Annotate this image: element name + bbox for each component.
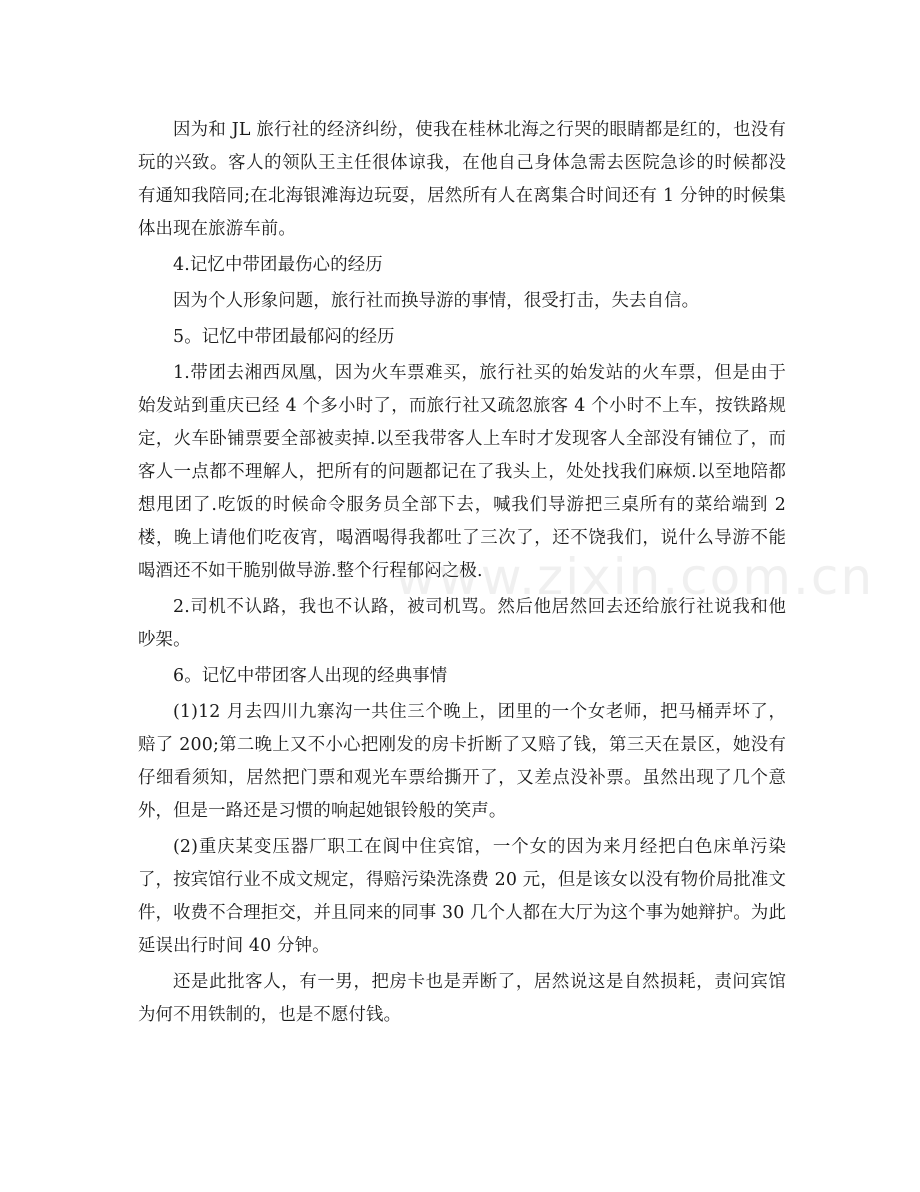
section-heading-6: 6。记忆中带团客人出现的经典事情	[173, 666, 448, 686]
paragraph-section-6-item-3: 还是此批客人，有一男，把房卡也是弄断了，居然说这是自然损耗，责问宾馆为何不用铁制的，也是不愿付钱。	[138, 972, 786, 1025]
paragraph-section-6-item-1: (1)12 月去四川九寨沟一共住三个晚上，团里的一个女老师，把马桶弄坏了，赔了 200;第二晚上又不小心把刚发的房卡折断了又赔了钱，第三天在景区，她没有仔细看须知，居然把门票和观光车票给撕开了，又差点没补票。虽然出现了几个意外，但是一路还是习惯的响起她银铃般的笑声。	[138, 702, 786, 821]
paragraph-section-6-item-2: (2)重庆某变压器厂职工在阆中住宾馆，一个女的因为来月经把白色床单污染了，按宾馆行业不成文规定，得赔污染洗涤费 20 元，但是该女以没有物价局批准文件，收费不合理拒交，并且同来的同事 30 几个人都在大厅为这个事为她辩护。为此延误出行时间 40 分钟。	[138, 837, 786, 956]
paragraph-section-4: 因为个人形象问题，旅行社而换导游的事情，很受打击，失去自信。	[173, 291, 700, 311]
paragraph-section-5-item-2: 2.司机不认路，我也不认路，被司机骂。然后他居然回去还给旅行社说我和他吵架。	[138, 597, 786, 650]
section-heading-5: 5。记忆中带团最郁闷的经历	[173, 327, 395, 347]
document-body	[138, 114, 786, 1035]
watermark: www.zixin.com.cn	[395, 548, 875, 606]
paragraph-intro: 因为和 JL 旅行社的经济纠纷，使我在桂林北海之行哭的眼睛都是红的，也没有玩的兴致。客人的领队王主任很体谅我，在他自己身体急需去医院急诊的时候都没有通知我陪同;在北海银滩海边玩耍，居然所有人在离集合时间还有 1 分钟的时候集体出现在旅游车前。	[138, 120, 786, 239]
section-heading-4: 4.记忆中带团最伤心的经历	[173, 255, 383, 275]
paragraph-section-5-item-1: 1.带团去湘西凤凰，因为火车票难买，旅行社买的始发站的火车票，但是由于始发站到重庆已经 4 个多小时了，而旅行社又疏忽旅客 4 个小时不上车，按铁路规定，火车卧铺票要全部被卖掉.以至我带客人上车时才发现客人全部没有铺位了，而客人一点都不理解人，把所有的问题都记在了我头上，处处找我们麻烦.以至地陪都想甩团了.吃饭的时候命令服务员全部下去，喊我们导游把三桌所有的菜给端到 2 楼，晚上请他们吃夜宵，喝酒喝得我都吐了三次了，还不饶我们，说什么导游不能喝酒还不如干脆别做导游.整个行程郁闷之极.	[138, 363, 786, 581]
